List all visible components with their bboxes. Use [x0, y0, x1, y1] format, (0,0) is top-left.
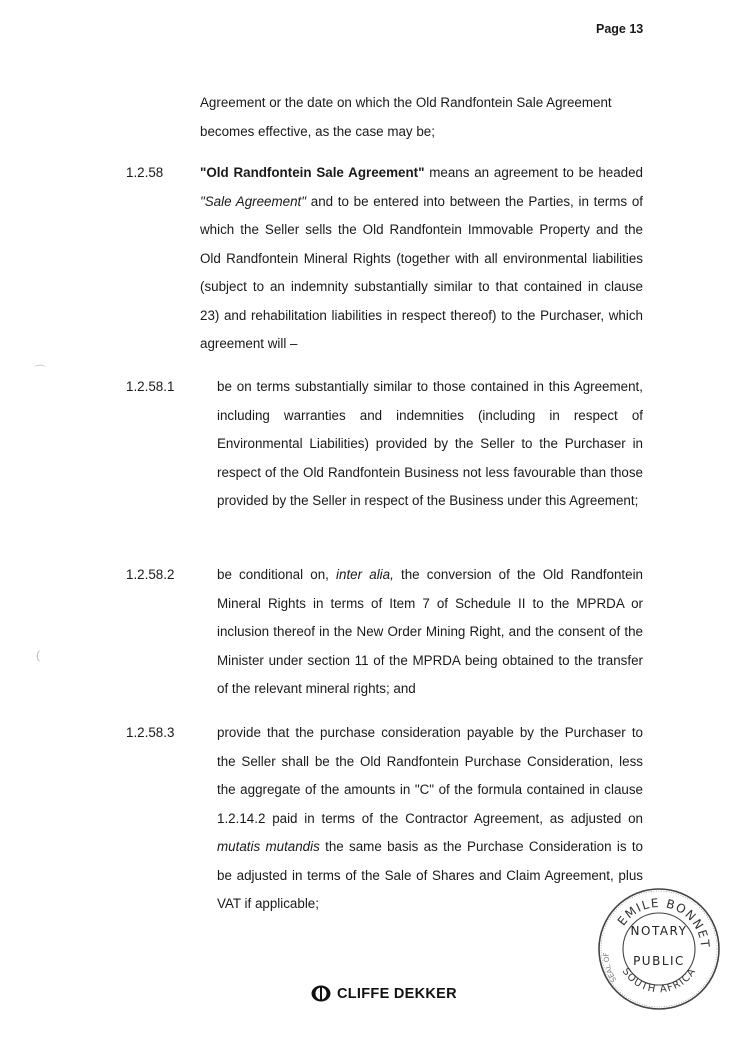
stamp-line-public: PUBLIC [633, 954, 685, 968]
scan-mark: ( [36, 648, 40, 662]
page-number: Page 13 [596, 22, 644, 36]
clause-text: be conditional on, [217, 567, 337, 582]
stamp-left-arc: SEAL OF [602, 952, 619, 984]
clause-1-2-58-1: be on terms substantially similar to those contained in this Agreement, including warranties and indemnities (including in respect of Environmental Liabilities) provided by the Seller to the Purchaser in respect of the Old Randfontein Business not less favourable than those provided by the Seller in respect of the Business under this Agreement; [217, 379, 643, 508]
footer-logo-text: CLIFFE DEKKER [337, 985, 457, 1002]
clause-text: the same basis as the Purchase Consideration is to be adjusted in terms of the Sale of Shares and Claim Agreement, plus VAT if applicable; [217, 839, 643, 911]
defined-term: "Old Randfontein Sale Agreement" [200, 165, 425, 180]
clause-1-2-58 [200, 159, 643, 359]
footer-logo [311, 985, 457, 1002]
clause-1-2-58-2 [217, 561, 643, 704]
clause-text: and to be entered into between the Parties, in terms of which the Seller sells the Old Randfontein Immovable Property and the Old Randfontein Mineral Rights (together with all environmental liabilities (subject to an indemnity substantially similar to that contained in clause 23) and rehabilitation liabilities in respect thereof) to the Purchaser, which agreement will – [200, 193, 643, 351]
clause-text: means an agreement to be headed [424, 165, 644, 180]
clause-italic: inter alia, [336, 567, 394, 582]
clause-number-1-2-58-1: 1.2.58.1 [126, 379, 175, 394]
intro-paragraph: Agreement or the date on which the Old Randfontein Sale Agreement becomes effective, as the case may be; [200, 95, 612, 139]
clause-number-1-2-58-3: 1.2.58.3 [126, 725, 175, 740]
stamp-bottom-arc: SOUTH AFRICA [619, 965, 699, 996]
clause-italic: mutatis mutandis [217, 839, 320, 854]
clause-1-2-58-3 [217, 719, 643, 919]
cliffe-dekker-logo-icon [311, 985, 331, 1002]
scan-mark: ⌒ [34, 364, 47, 378]
clause-italic: "Sale Agreement" [200, 193, 307, 209]
clause-text: provide that the purchase consideration payable by the Purchaser to the Seller shall be the Old Randfontein Purchase Consideration, less the aggregate of the amounts in "C" of the formula contained in clause 1.2.14.2 paid in terms of the Contractor Agreement, as adjusted on [217, 725, 643, 826]
clause-number-1-2-58-2: 1.2.58.2 [126, 567, 175, 582]
clause-text: the conversion of the Old Randfontein Mineral Rights in terms of Item 7 of Schedule II to the MPRDA or inclusion thereof in the New Order Mining Right, and the consent of the Minister under section 11 of the MPRDA being obtained to the transfer of the relevant mineral rights; and [217, 567, 643, 696]
clause-number-1-2-58: 1.2.58 [126, 165, 164, 180]
notary-seal-stamp [595, 885, 723, 1013]
stamp-line-notary: NOTARY [630, 924, 688, 938]
stamp-top-arc: EMILE BONNET [614, 895, 713, 950]
